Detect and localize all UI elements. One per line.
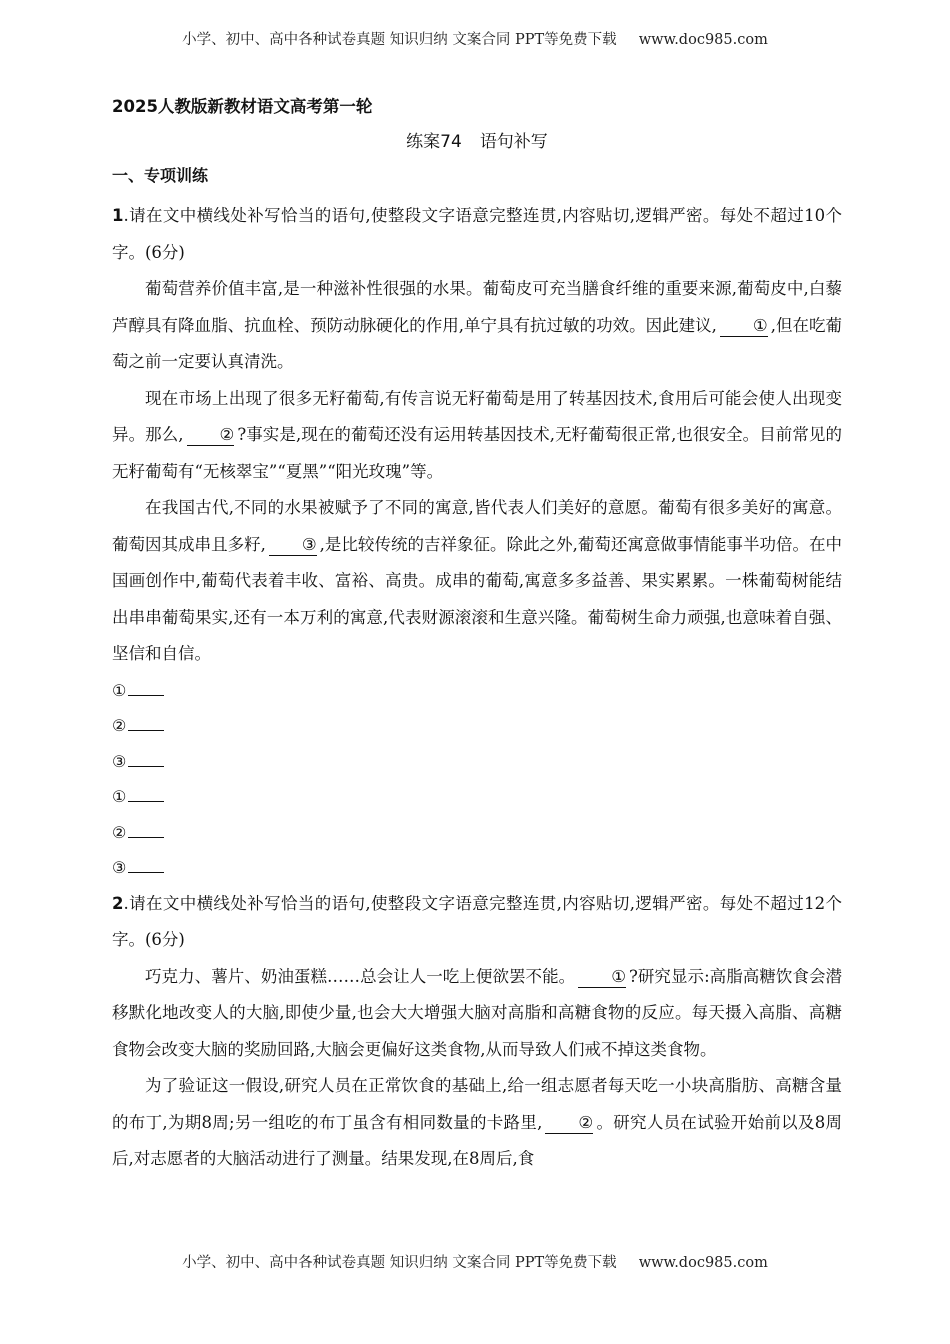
answer-line <box>112 708 842 744</box>
footer-text: 小学、初中、高中各种试卷真题 知识归纳 文案合同 PPT等免费下载 <box>182 1255 617 1271</box>
document-title: 2025人教版新教材语文高考第一轮 <box>112 97 373 116</box>
q1-p3-text-a: 在我国古代,不同的水果被赋予了不同的寓意,皆代表人们美好的意愿。葡萄有很多美好的寓意。葡萄因其成串且多籽, <box>112 498 842 554</box>
question-1-text: .请在文中横线处补写恰当的语句,使整段文字语意完整连贯,内容贴切,逻辑严密。每处不超过10个字。(6分) <box>112 206 842 262</box>
section-title: 一、专项训练 <box>112 166 209 185</box>
lesson-name: 语句补写 <box>479 132 548 152</box>
answer-lines <box>112 673 842 886</box>
q2-p2-text-b: 。研究人员在试验开始前以及8周后,对志愿者的大脑活动进行了测量。结果发现,在8周后,食 <box>112 1112 843 1168</box>
blank-2: ② <box>187 425 235 446</box>
answer-mark: ① <box>112 787 127 806</box>
q1-p2-text-b: ?事实是,现在的葡萄还没有运用转基因技术,无籽葡萄很正常,也很安全。目前常见的无籽葡萄有“无核翠宝”“夏黑”“阳光玫瑰”等。 <box>112 425 842 481</box>
answer-underline <box>128 821 164 838</box>
q1-p3-text-b: ,是比较传统的吉祥象征。除此之外,葡萄还寓意做事情能事半功倍。在中国画创作中,葡萄代表着丰收、富裕、高贵。成串的葡萄,寓意多多益善、果实累累。一株葡萄树能结出串串葡萄果实,还有一本万利的寓意,代表财源滚滚和生意兴隆。葡萄树生命力顽强,也意味着自强、坚信和自信。 <box>112 534 842 663</box>
question-1-paragraph-3 <box>112 490 842 673</box>
blank-3: ③ <box>269 535 317 556</box>
answer-line <box>112 779 842 815</box>
q2-p1-text-b: ?研究显示:高脂高糖饮食会潜移默化地改变人的大脑,即使少量,也会大大增强大脑对高脂和高糖食物的反应。每天摄入高脂、高糖食物会改变大脑的奖励回路,大脑会更偏好这类食物,从而导致人们戒不掉这类食物。 <box>112 966 843 1059</box>
page-header <box>0 28 950 49</box>
answer-line <box>112 744 842 780</box>
answer-line <box>112 850 842 886</box>
answer-underline <box>128 679 164 696</box>
question-2-number: 2 <box>112 893 124 913</box>
answer-underline <box>128 785 164 802</box>
blank-1: ① <box>720 316 768 337</box>
answer-mark: ② <box>112 716 127 735</box>
answer-line <box>112 673 842 709</box>
q1-p1-text-b: ,但在吃葡萄之前一定要认真清洗。 <box>112 315 842 371</box>
answer-underline <box>128 714 164 731</box>
answer-underline <box>128 750 164 767</box>
q2-p2-text-a: 为了验证这一假设,研究人员在正常饮食的基础上,给一组志愿者每天吃一小块高脂肪、高糖含量的布丁,为期8周;另一组吃的布丁虽含有相同数量的卡路里, <box>112 1076 842 1132</box>
question-2-text: .请在文中横线处补写恰当的语句,使整段文字语意完整连贯,内容贴切,逻辑严密。每处不超过12个字。(6分) <box>112 893 842 949</box>
page-footer <box>0 1251 950 1272</box>
question-1-number: 1 <box>112 206 124 225</box>
answer-mark: ② <box>112 822 127 842</box>
answer-mark: ③ <box>112 751 127 771</box>
question-1-prompt <box>112 198 842 271</box>
q1-p1-text-a: 葡萄营养价值丰富,是一种滋补性很强的水果。葡萄皮可充当膳食纤维的重要来源,葡萄皮中,白藜芦醇具有降血脂、抗血栓、预防动脉硬化的作用,单宁具有抗过敏的功效。因此建议, <box>112 279 842 335</box>
lesson-label: 练案74 <box>406 132 462 152</box>
q2-p1-text-a: 巧克力、薯片、奶油蛋糕……总会让人一吃上便欲罢不能。 <box>145 966 576 986</box>
blank-2: ② <box>545 1113 593 1134</box>
q1-p2-text-a: 现在市场上出现了很多无籽葡萄,有传言说无籽葡萄是用了转基因技术,食用后可能会使人出现变异。那么, <box>112 388 842 444</box>
question-1-paragraph-2 <box>112 381 842 491</box>
answer-line <box>112 815 842 851</box>
answer-underline <box>128 856 164 873</box>
question-2-paragraph-2 <box>112 1068 842 1178</box>
question-2-paragraph-1 <box>112 959 842 1069</box>
question-2-prompt <box>112 886 842 959</box>
question-1-paragraph-1 <box>112 271 842 381</box>
answer-mark: ① <box>112 680 127 700</box>
header-url: www.doc985.com <box>638 32 768 48</box>
answer-mark: ③ <box>112 858 127 877</box>
lesson-title <box>112 130 842 164</box>
header-text: 小学、初中、高中各种试卷真题 知识归纳 文案合同 PPT等免费下载 <box>182 32 617 48</box>
document-body <box>112 96 842 1178</box>
blank-1: ① <box>578 967 626 988</box>
footer-url: www.doc985.com <box>638 1255 768 1271</box>
